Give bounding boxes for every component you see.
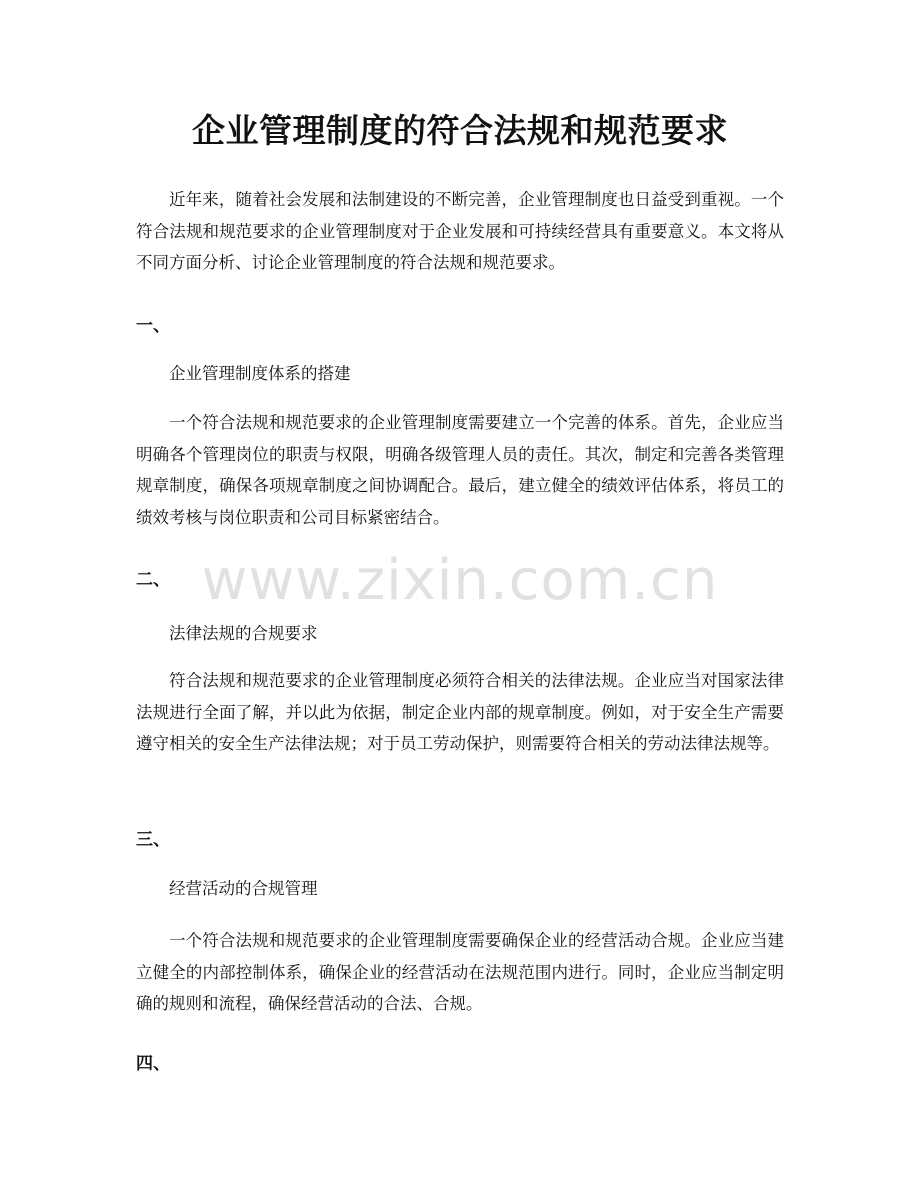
section-2-number: 二、	[136, 570, 170, 590]
section-1-subtitle: 企业管理制度体系的搭建	[169, 364, 351, 383]
section-3-number: 三、	[136, 830, 170, 850]
document-title: 企业管理制度的符合法规和规范要求	[192, 111, 728, 150]
section-1-number: 一、	[136, 316, 170, 336]
section-3-body: 一个符合法规和规范要求的企业管理制度需要确保企业的经营活动合规。企业应当建立健全的内部控制体系，确保企业的经营活动在法规范围内进行。同时，企业应当制定明确的规则和流程，确保经营活动的合法、合规。	[136, 931, 784, 1013]
intro-paragraph: 近年来，随着社会发展和法制建设的不断完善，企业管理制度也日益受到重视。一个符合法规和规范要求的企业管理制度对于企业发展和可持续经营具有重要意义。本文将从不同方面分析、讨论企业管理制度的符合法规和规范要求。	[136, 190, 784, 272]
section-3-subtitle: 经营活动的合规管理	[169, 879, 318, 898]
section-2-body: 符合法规和规范要求的企业管理制度必须符合相关的法律法规。企业应当对国家法律法规进行全面了解，并以此为依据，制定企业内部的规章制度。例如，对于安全生产需要遵守相关的安全生产法律法规；对于员工劳动保护，则需要符合相关的劳动法律法规等。	[136, 671, 784, 753]
section-4-number: 四、	[136, 1054, 170, 1074]
section-1-body: 一个符合法规和规范要求的企业管理制度需要建立一个完善的体系。首先，企业应当明确各个管理岗位的职责与权限，明确各级管理人员的责任。其次，制定和完善各类管理规章制度，确保各项规章制度之间协调配合。最后，建立健全的绩效评估体系，将员工的绩效考核与岗位职责和公司目标紧密结合。	[136, 413, 784, 527]
watermark: www.zixin.com.cn	[201, 548, 719, 613]
section-2-subtitle: 法律法规的合规要求	[169, 624, 318, 643]
